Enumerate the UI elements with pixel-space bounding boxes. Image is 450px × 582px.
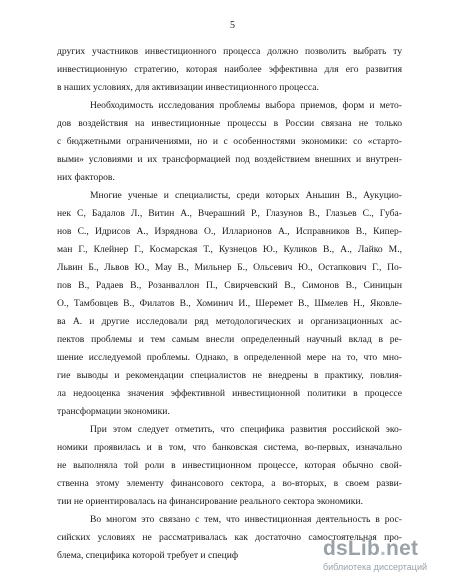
text-line: трансформации экономики. [57,406,170,417]
text-line: не выполняла той роли в инвестиционном процессе, которая обычно свой- [57,460,402,471]
text-line: ла недооценка значения эффективной инвестиционной политики в процессе [57,388,402,399]
text-line: Во многом это связано с тем, что инвестиционная деятельность в рос- [90,514,402,525]
watermark [323,537,445,577]
watermark-logo: dsLib.net [323,537,419,560]
text-line: шение исследуемой проблемы. Однако, в определенной мере на то, что мно- [57,352,402,363]
text-line: ственна этому элементу финансового сектора, а во-вторых, в своем разви- [57,478,402,489]
text-line: сийских условиях не рассматривалась как достаточно самостоятельная про- [57,532,402,543]
text-line: ман Г., Клейнер Г., Космарская Т., Кузнецов Ю., Куликов В., А., Лайко М., [57,244,402,255]
text-line: ва А. и другие исследовали ряд методологических и организационных ас- [57,316,402,327]
text-line: Львин Б., Львов Ю., Мау В., Мильнер Б., Ольсевич Ю., Остапкович Г., По- [57,262,402,273]
text-line: При этом следует отметить, что специфика развития российской эко- [90,424,402,435]
text-line: нов С., Идрисов А., Изряднова О., Илларионов А., Исправников В., Кипер- [57,226,402,237]
text-line: с бюджетными ограничениями, но и с особенностями экономики: со «старто- [57,136,402,147]
page-number: 5 [230,20,235,31]
text-line: гие выводы и рекомендации специалистов не внедрены в практику, повлия- [57,370,402,381]
text-line: нек С, Бадалов Л., Витин А., Вчерашний Р., Глазунов В., Глазьев С., Губа- [57,208,402,219]
text-line: выми» условиями и их трансформацией под воздействием внешних и внутрен- [57,154,402,165]
watermark-caption: библиотека диссертаций [323,562,428,572]
text-line: инвестиционную стратегию, которая наиболее эффективна для его развития [57,64,402,75]
text-line: Многие ученые и специалисты, среди которых Аньшин В., Аукуцио- [90,190,402,201]
text-line: Необходимость исследования проблемы выбора приемов, форм и мето- [90,100,402,111]
text-line: дов воздействия на инвестиционные процессы в России связана не только [57,118,402,129]
text-line: номики проявилась и в том, что банковская система, во-первых, изначально [57,442,402,453]
text-line: пектов проблемы и тем самым внесли определенный научный вклад в ре- [57,334,402,345]
text-line: пов В., Радаев В., Розанвaллон П., Свирчевский В., Симонов В., Синицын [57,280,402,291]
text-line: тии не ориентировалась на финансирование реального сектора экономики. [57,496,363,507]
text-line: других участников инвестиционного процесса должно позволить выбрать ту [57,46,402,57]
text-line: них факторов. [57,172,115,183]
text-line: в наших условиях, для активизации инвестиционного процесса. [57,82,319,93]
text-line: блема, специфика которой требует и специф [57,550,239,561]
text-line: О., Тамбовцев В., Филатов В., Хоминич И., Шеремет В., Шмелев Н., Яковле- [57,298,402,309]
